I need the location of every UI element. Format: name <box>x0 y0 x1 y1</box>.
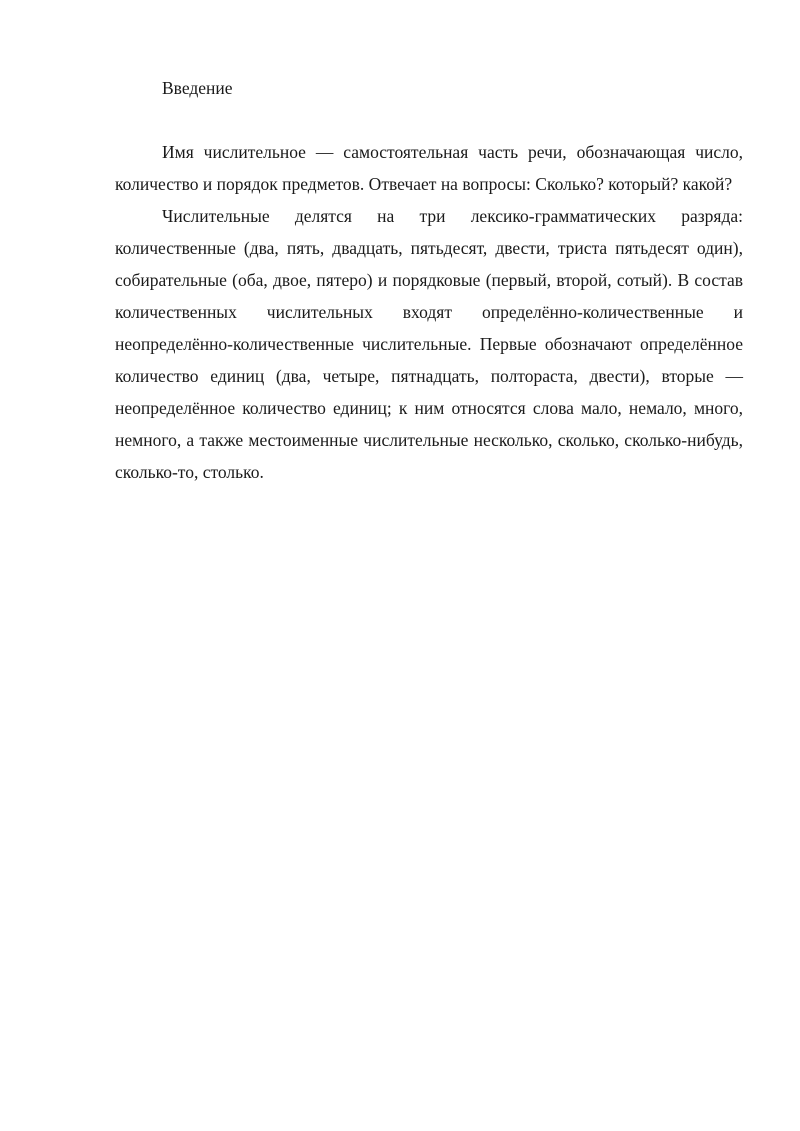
blank-line <box>115 104 743 136</box>
document-body <box>115 72 743 488</box>
paragraph-definition: Имя числительное — самостоятельная часть речи, обозначающая число, количество и порядок предметов. Отвечает на вопросы: Сколько? который? какой? <box>115 142 743 194</box>
paragraph-categories: Числительные делятся на три лексико-грамматических разряда: количественные (два, пять, двадцать, пятьдесят, двести, триста пятьдесят один), собирательные (оба, двое, пятеро) и порядковые (первый, второй, сотый). В состав количественных числительных входят определённо-количественные и неопределённо-количественные числительные. Первые обозначают определённое количество единиц (два, четыре, пятнадцать, полтораста, двести), вторые — неопределённое количество единиц; к ним относятся слова мало, немало, много, немного, а также местоименные числительные несколько, сколько, сколько-нибудь, сколько-то, столько. <box>115 206 743 482</box>
section-heading: Введение <box>162 78 233 98</box>
